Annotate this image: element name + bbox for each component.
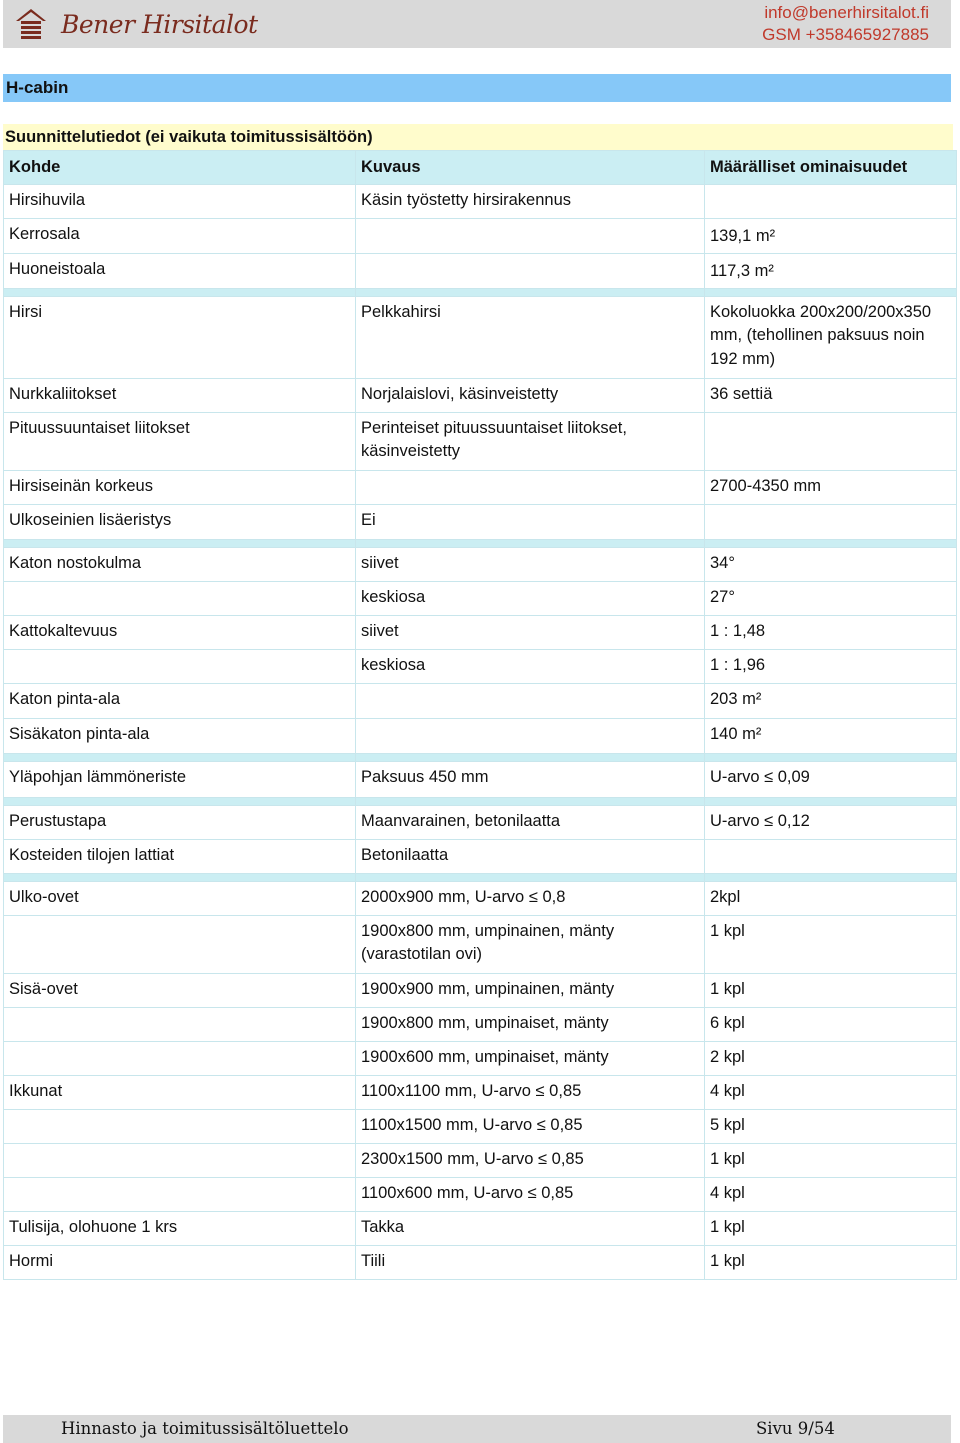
cell-kohde: Perustustapa [4, 805, 356, 839]
group-separator [4, 753, 957, 761]
cell-kohde: Nurkkaliitokset [4, 378, 356, 412]
separator-cell [356, 753, 705, 761]
group-separator [4, 797, 957, 805]
table-row [4, 1143, 957, 1177]
group-separator [4, 288, 957, 296]
separator-cell [4, 753, 356, 761]
cell-kuvaus: Käsin työstetty hirsirakennus [356, 184, 705, 218]
cell-kohde [4, 1007, 356, 1041]
separator-cell [705, 797, 957, 805]
table-subtitle: Suunnittelutiedot (ei vaikuta toimitussisältöön) [3, 124, 953, 150]
group-separator [4, 539, 957, 547]
cell-ominaisuudet [705, 412, 957, 470]
cell-ominaisuudet: 117,3 m² [705, 253, 957, 288]
cell-ominaisuudet: 6 kpl [705, 1007, 957, 1041]
cell-ominaisuudet: U-arvo ≤ 0,09 [705, 761, 957, 797]
cell-ominaisuudet: 34° [705, 547, 957, 581]
cell-kuvaus [356, 683, 705, 718]
separator-cell [4, 539, 356, 547]
table-row [4, 649, 957, 683]
table-row [4, 504, 957, 539]
phone-text: GSM +358465927885 [762, 25, 929, 44]
cell-kohde: Hirsi [4, 296, 356, 378]
table-row [4, 839, 957, 873]
table-row [4, 412, 957, 470]
cell-ominaisuudet [705, 184, 957, 218]
cell-kuvaus: keskiosa [356, 649, 705, 683]
separator-cell [705, 288, 957, 296]
cell-ominaisuudet: 1 kpl [705, 1211, 957, 1245]
cell-kuvaus: Betonilaatta [356, 839, 705, 873]
cell-ominaisuudet [705, 839, 957, 873]
separator-cell [705, 539, 957, 547]
cell-ominaisuudet: Kokoluokka 200x200/200x350 mm, (tehollinen paksuus noin 192 mm) [705, 296, 957, 378]
separator-cell [705, 753, 957, 761]
table-row [4, 881, 957, 915]
cell-kuvaus: 2300x1500 mm, U-arvo ≤ 0,85 [356, 1143, 705, 1177]
cell-kohde: Yläpohjan lämmöneriste [4, 761, 356, 797]
cell-kohde: Hormi [4, 1245, 356, 1279]
cell-kuvaus: Norjalaislovi, käsinveistetty [356, 378, 705, 412]
table-row [4, 1109, 957, 1143]
table-row [4, 805, 957, 839]
cell-kohde: Kosteiden tilojen lattiat [4, 839, 356, 873]
cell-ominaisuudet: 203 m² [705, 683, 957, 718]
cell-kuvaus [356, 718, 705, 753]
cell-ominaisuudet: 5 kpl [705, 1109, 957, 1143]
table-row [4, 253, 957, 288]
separator-cell [356, 797, 705, 805]
cell-kohde: Sisäkaton pinta-ala [4, 718, 356, 753]
cell-kohde: Hirsiseinän korkeus [4, 470, 356, 504]
cell-kohde: Sisä-ovet [4, 973, 356, 1007]
cell-kuvaus [356, 470, 705, 504]
email-text: info@benerhirsitalot.fi [764, 3, 929, 22]
cell-kohde [4, 581, 356, 615]
table-row [4, 378, 957, 412]
spec-table [3, 150, 957, 1280]
cell-kuvaus: Pelkkahirsi [356, 296, 705, 378]
cell-ominaisuudet: 2700-4350 mm [705, 470, 957, 504]
cell-ominaisuudet: 1 kpl [705, 973, 957, 1007]
cell-kohde: Ulkoseinien lisäeristys [4, 504, 356, 539]
table-row [4, 218, 957, 253]
table-row [4, 184, 957, 218]
table-row [4, 470, 957, 504]
cell-ominaisuudet: 1 : 1,96 [705, 649, 957, 683]
page-number: Sivu 9/54 [756, 1419, 835, 1438]
separator-cell [705, 873, 957, 881]
cell-kuvaus: siivet [356, 615, 705, 649]
cell-kuvaus: Tiili [356, 1245, 705, 1279]
contact-info [762, 2, 951, 46]
cell-kohde: Tulisija, olohuone 1 krs [4, 1211, 356, 1245]
cell-kuvaus: Perinteiset pituussuuntaiset liitokset, käsinveistetty [356, 412, 705, 470]
logo [3, 6, 258, 42]
table-header-row [4, 151, 957, 185]
cell-ominaisuudet: 139,1 m² [705, 218, 957, 253]
cell-kohde: Pituussuuntaiset liitokset [4, 412, 356, 470]
table-row [4, 296, 957, 378]
cell-ominaisuudet: 27° [705, 581, 957, 615]
cell-kuvaus: siivet [356, 547, 705, 581]
header-ominaisuudet: Määrälliset ominaisuudet [705, 151, 957, 185]
cell-kuvaus: 1900x900 mm, umpinainen, mänty [356, 973, 705, 1007]
separator-cell [4, 288, 356, 296]
cell-ominaisuudet: U-arvo ≤ 0,12 [705, 805, 957, 839]
cell-kuvaus: keskiosa [356, 581, 705, 615]
house-logo-icon [13, 6, 49, 42]
cell-kohde [4, 1143, 356, 1177]
cell-kohde: Huoneistoala [4, 253, 356, 288]
cell-kuvaus: 1100x1100 mm, U-arvo ≤ 0,85 [356, 1075, 705, 1109]
page-footer [3, 1415, 951, 1443]
cell-ominaisuudet: 1 kpl [705, 1143, 957, 1177]
table-row [4, 615, 957, 649]
table-row [4, 683, 957, 718]
cell-kohde: Kerrosala [4, 218, 356, 253]
cell-ominaisuudet: 1 kpl [705, 915, 957, 973]
table-row [4, 761, 957, 797]
cell-kohde: Ikkunat [4, 1075, 356, 1109]
separator-cell [356, 873, 705, 881]
cell-kohde [4, 1041, 356, 1075]
cell-kuvaus: 1900x800 mm, umpinainen, mänty (varastotilan ovi) [356, 915, 705, 973]
cell-kuvaus: Takka [356, 1211, 705, 1245]
cell-ominaisuudet: 2kpl [705, 881, 957, 915]
table-row [4, 1075, 957, 1109]
cell-ominaisuudet: 4 kpl [705, 1075, 957, 1109]
table-row [4, 1245, 957, 1279]
cell-kuvaus: 1100x1500 mm, U-arvo ≤ 0,85 [356, 1109, 705, 1143]
table-row [4, 581, 957, 615]
cell-kohde [4, 649, 356, 683]
logo-text: Bener Hirsitalot [61, 9, 258, 39]
cell-kuvaus: 1100x600 mm, U-arvo ≤ 0,85 [356, 1177, 705, 1211]
table-row [4, 1177, 957, 1211]
cell-kuvaus: 1900x600 mm, umpinaiset, mänty [356, 1041, 705, 1075]
cell-ominaisuudet: 36 settiä [705, 378, 957, 412]
cell-ominaisuudet: 140 m² [705, 718, 957, 753]
cell-kuvaus: Ei [356, 504, 705, 539]
table-row [4, 973, 957, 1007]
cell-kohde: Katon nostokulma [4, 547, 356, 581]
cell-kohde: Ulko-ovet [4, 881, 356, 915]
cell-ominaisuudet: 4 kpl [705, 1177, 957, 1211]
cell-kuvaus: Paksuus 450 mm [356, 761, 705, 797]
group-separator [4, 873, 957, 881]
separator-cell [4, 797, 356, 805]
cell-ominaisuudet [705, 504, 957, 539]
cell-kohde [4, 1109, 356, 1143]
cell-kohde [4, 915, 356, 973]
table-row [4, 547, 957, 581]
cell-kohde: Kattokaltevuus [4, 615, 356, 649]
cell-kuvaus: 2000x900 mm, U-arvo ≤ 0,8 [356, 881, 705, 915]
table-row [4, 1041, 957, 1075]
cell-kuvaus [356, 253, 705, 288]
table-row [4, 1007, 957, 1041]
cell-ominaisuudet: 1 kpl [705, 1245, 957, 1279]
cell-kuvaus: Maanvarainen, betonilaatta [356, 805, 705, 839]
cell-kohde: Katon pinta-ala [4, 683, 356, 718]
cell-ominaisuudet: 2 kpl [705, 1041, 957, 1075]
cell-kuvaus: 1900x800 mm, umpinaiset, mänty [356, 1007, 705, 1041]
table-row [4, 1211, 957, 1245]
header-kuvaus: Kuvaus [356, 151, 705, 185]
table-row [4, 915, 957, 973]
page-header [3, 0, 951, 48]
separator-cell [4, 873, 356, 881]
cell-kohde [4, 1177, 356, 1211]
table-row [4, 718, 957, 753]
separator-cell [356, 539, 705, 547]
footer-title: Hinnasto ja toimitussisältöluettelo [61, 1419, 349, 1438]
separator-cell [356, 288, 705, 296]
header-kohde: Kohde [4, 151, 356, 185]
section-title: H-cabin [3, 74, 951, 102]
cell-kohde: Hirsihuvila [4, 184, 356, 218]
cell-kuvaus [356, 218, 705, 253]
cell-ominaisuudet: 1 : 1,48 [705, 615, 957, 649]
